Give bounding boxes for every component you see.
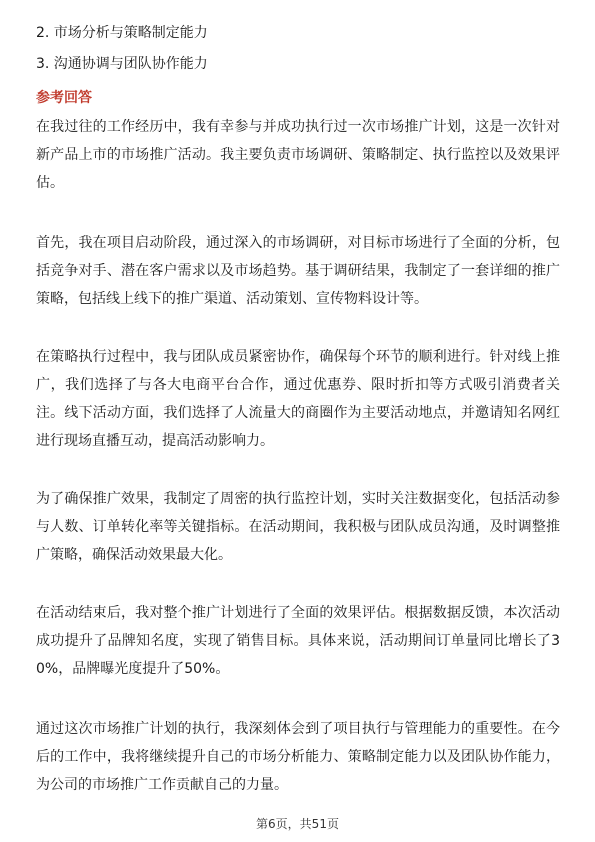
- paragraph: 首先，我在项目启动阶段，通过深入的市场调研，对目标市场进行了全面的分析，包括竞争对手、潜在客户需求以及市场趋势。基于调研结果，我制定了一套详细的推广策略，包括线上线下的推广渠道、活动策划、宣传物料设计等。: [36, 235, 560, 307]
- paragraph: 在策略执行过程中，我与团队成员紧密协作，确保每个环节的顺利进行。针对线上推广，我们选择了与各大电商平台合作，通过优惠券、限时折扣等方式吸引消费者关注。线下活动方面，我们选择了人流量大的商圈作为主要活动地点，并邀请知名网红进行现场直播互动，提高活动影响力。: [36, 349, 560, 449]
- answer-heading: 参考回答: [36, 90, 92, 106]
- paragraph: 在我过往的工作经历中，我有幸参与并成功执行过一次市场推广计划，这是一次针对新产品上市的市场推广活动。我主要负责市场调研、策略制定、执行监控以及效果评估。: [36, 119, 560, 191]
- page-number: 第6页，共51页: [256, 817, 339, 831]
- paragraph: 为了确保推广效果，我制定了周密的执行监控计划，实时关注数据变化，包括活动参与人数、订单转化率等关键指标。在活动期间，我积极与团队成员沟通，及时调整推广策略，确保活动效果最大化。: [36, 491, 560, 563]
- paragraph: 通过这次市场推广计划的执行，我深刻体会到了项目执行与管理能力的重要性。在今后的工作中，我将继续提升自己的市场分析能力、策略制定能力以及团队协作能力，为公司的市场推广工作贡献自己的力量。: [36, 721, 560, 793]
- list-item: 3. 沟通协调与团队协作能力: [36, 56, 208, 72]
- list-item: 2. 市场分析与策略制定能力: [36, 25, 208, 41]
- paragraph: 在活动结束后，我对整个推广计划进行了全面的效果评估。根据数据反馈，本次活动成功提升了品牌知名度，实现了销售目标。具体来说，活动期间订单量同比增长了30%，品牌曝光度提升了50%。: [36, 605, 560, 677]
